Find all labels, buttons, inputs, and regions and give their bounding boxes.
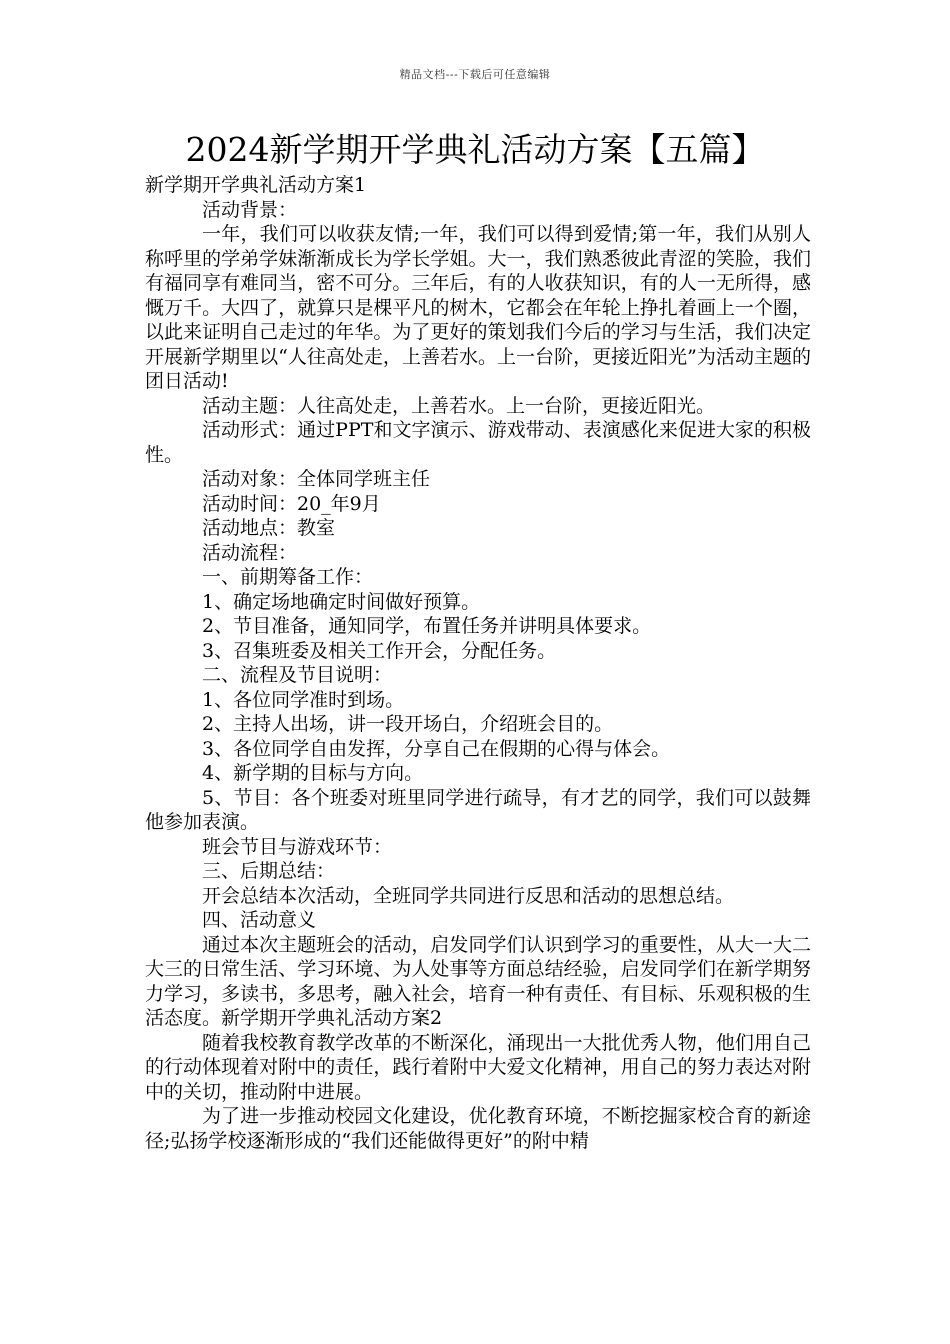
paragraph: 班会节目与游戏环节： [202, 835, 393, 858]
paragraph: 为了进一步推动校园文化建设，优化教育环境，不断挖掘家校合育的新途径;弘扬学校逐渐形成的“我们还能做得更好”的附中精 [145, 1105, 811, 1152]
document-body [145, 173, 811, 1153]
paragraph: 1、各位同学准时到场。 [202, 688, 405, 711]
paragraph: 开会总结本次活动，全班同学共同进行反思和活动的思想总结。 [202, 884, 735, 907]
paragraph: 2、主持人出场，讲一段开场白，介绍班会目的。 [202, 713, 614, 735]
paragraph: 一年，我们可以收获友情;一年，我们可以得到爱情;第一年，我们从别人称呼里的学弟学妹渐渐成长为学长学姐。大一，我们熟悉彼此青涩的笑脸，我们有福同享有难同当，密不可分。三年后，有的人收获知识，有的人一无所得，感慨万千。大四了，就算只是棵平凡的树木，它都会在年轮上挣扎着画上一个圈，以此来证明自己走过的年华。为了更好的策划我们今后的学习与生活，我们决定开展新学期里以“人往高处走，上善若水。上一台阶，更接近阳光”为活动主题的团日活动! [145, 223, 811, 392]
paragraph: 三、后期总结： [202, 860, 336, 882]
paragraph: 5、节目：各个班委对班里同学进行疏导，有才艺的同学，我们可以鼓舞他参加表演。 [145, 786, 811, 833]
paragraph: 4、新学期的目标与方向。 [202, 762, 424, 784]
paragraph: 1、确定场地确定时间做好预算。 [202, 590, 481, 613]
page-header: 精品文档---下载后可任意编辑 [399, 68, 551, 81]
paragraph: 四、活动意义 [202, 909, 317, 931]
paragraph: 通过本次主题班会的活动，启发同学们认识到学习的重要性，从大一大二大三的日常生活、学习环境、为人处事等方面总结经验，启发同学们在新学期努力学习，多读书，多思考，融入社会，培育一种有责任、有目标、乐观积极的生活态度。新学期开学典礼活动方案2 [145, 933, 811, 1029]
paragraph: 一、前期筹备工作： [202, 566, 374, 588]
paragraph: 活动形式：通过PPT和文字演示、游戏带动、表演感化来促进大家的积极性。 [145, 419, 811, 466]
paragraph: 二、流程及节目说明： [202, 664, 393, 686]
paragraph: 活动地点：教室 [202, 517, 336, 539]
paragraph: 3、召集班委及相关工作开会，分配任务。 [202, 639, 557, 662]
paragraph: 活动时间：20_年9月 [202, 492, 381, 515]
paragraph: 活动主题：人往高处走，上善若水。上一台阶，更接近阳光。 [202, 394, 716, 417]
paragraph: 活动背景： [202, 198, 298, 221]
paragraph: 活动对象：全体同学班主任 [202, 468, 431, 490]
paragraph: 3、各位同学自由发挥，分享自己在假期的心得与体会。 [202, 737, 671, 760]
paragraph: 活动流程： [202, 541, 298, 564]
paragraph: 2、节目准备，通知同学，布置任务并讲明具体要求。 [202, 615, 652, 637]
paragraph: 新学期开学典礼活动方案1 [145, 174, 367, 196]
paragraph: 随着我校教育教学改革的不断深化，涌现出一大批优秀人物，他们用自己的行动体现着对附中的责任，践行着附中大爱文化精神，用自己的努力表达对附中的关切，推动附中进展。 [145, 1031, 811, 1103]
document-title: 2024新学期开学典礼活动方案【五篇】 [185, 130, 765, 169]
